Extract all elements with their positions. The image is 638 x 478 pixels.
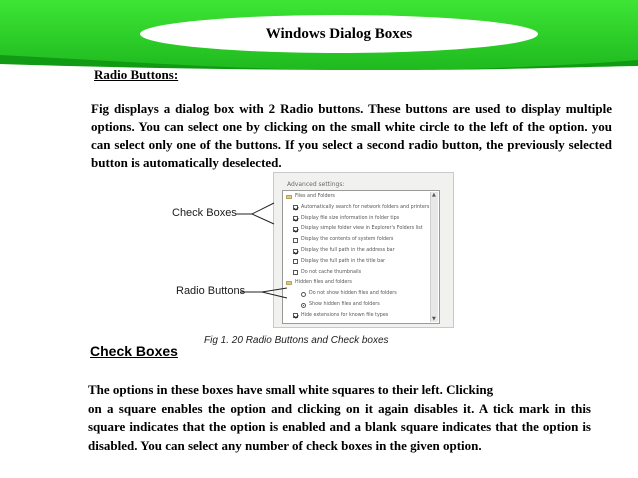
settings-item-label: Hide extensions for known file types [301,312,389,318]
radio-section-body: Fig displays a dialog box with 2 Radio buttons. These buttons are used to display multiple options. You can select one by clicking on the small white circle to the left of the option. you can select only one of the buttons. If you select a second radio button, the previously selected button is automatically deselected. [91,101,612,170]
settings-item-label: Display simple folder view in Explorer's Folders list [301,226,423,232]
check-body-line1: The options in these boxes have small white squares to their left. Clicking [88,382,494,397]
check-callout-line-2 [252,214,274,224]
check-callout-line-1 [236,203,274,214]
settings-item-label: Do not cache thumbnails [301,269,362,275]
page-title: Windows Dialog Boxes [265,25,413,42]
radio-section-heading: Radio Buttons: [94,67,179,82]
check-body-rest: on a square enables the option and clicking on it again disables it. A tick mark in this square indicates that the option is enabled and a blank square indicates that the option is disabled. You can select any number of check boxes in the given option. [88,400,591,453]
radio-callout-line-2 [262,292,287,298]
settings-item-label: Files and Folders [295,194,335,199]
settings-item-label: Display the contents of system folders [301,237,394,243]
scroll-up-icon[interactable]: ▲ [432,192,436,198]
settings-item-label: Do not show hidden files and folders [309,291,397,297]
settings-item-label: Hidden files and folders [295,280,352,286]
check-section-body [88,381,591,455]
dialog-title: Advanced settings: [287,181,345,188]
figure-caption: Fig 1. 20 Radio Buttons and Check boxes [204,335,389,346]
settings-item-label: Display the full path in the title bar [301,258,386,264]
scroll-down-icon[interactable]: ▼ [432,316,436,322]
check-section-heading: Check Boxes [90,343,178,359]
settings-item-label: Display file size information in folder tips [301,215,400,221]
settings-item-label: Automatically search for network folders and printers [301,204,430,210]
check-boxes-callout: Check Boxes [172,207,237,219]
settings-item-label: Display the full path in the address bar [301,248,395,253]
radio-callout-line-1 [240,288,287,292]
settings-item-label: Show hidden files and folders [309,302,380,307]
radio-buttons-callout: Radio Buttons [176,285,246,297]
